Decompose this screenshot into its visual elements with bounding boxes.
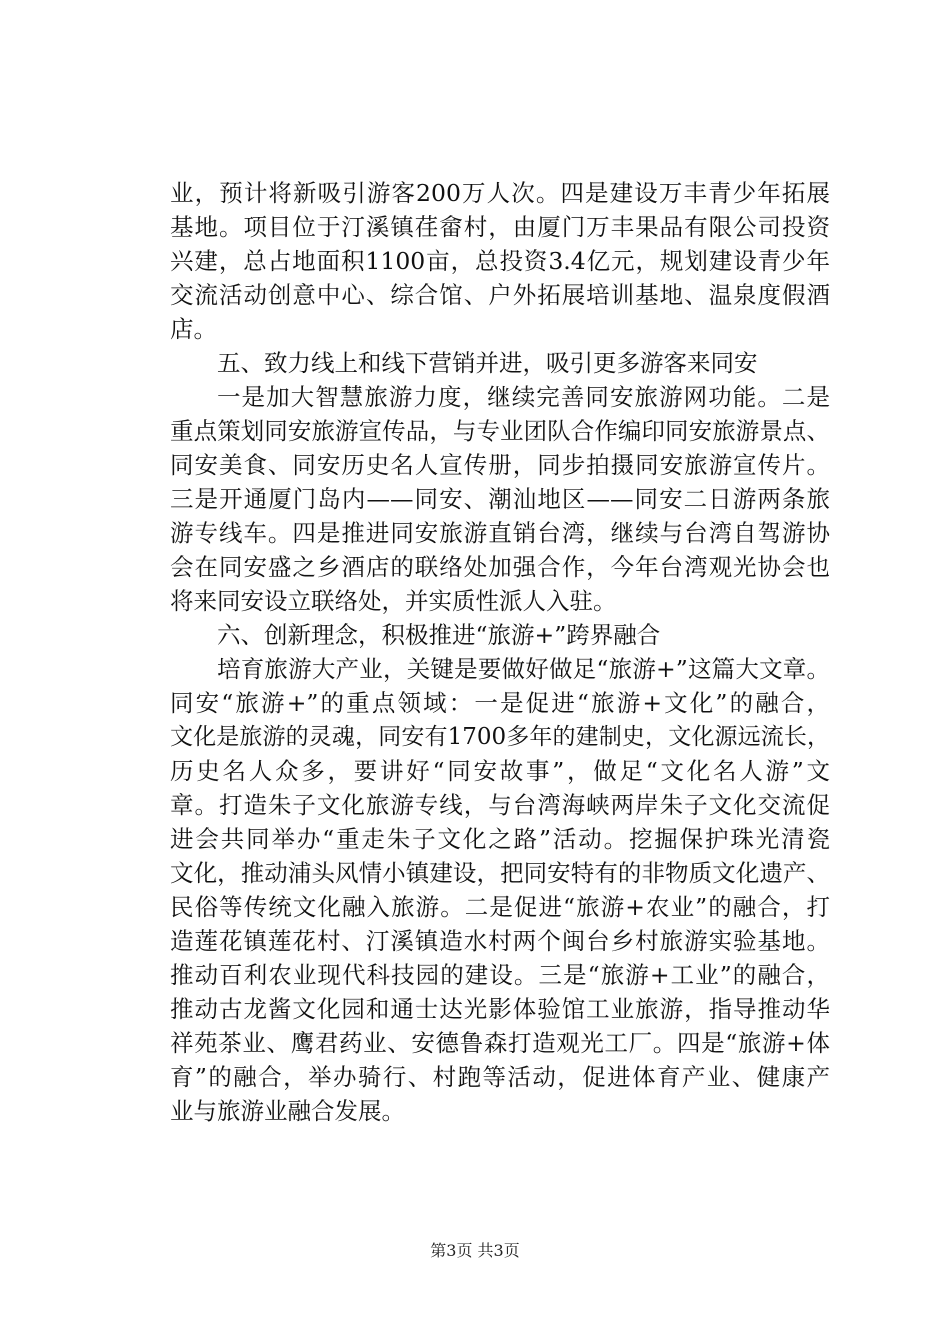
text-line: 推动古龙酱文化园和通士达光影体验馆工业旅游，指导推动华: [170, 995, 830, 1023]
text-line: 进会共同举办“重走朱子文化之路”活动。挖掘保护珠光清瓷: [170, 825, 830, 853]
text-line: 同安美食、同安历史名人宣传册，同步拍摄同安旅游宣传片。: [170, 451, 830, 479]
text-line: 培育旅游大产业，关键是要做好做足“旅游+”这篇大文章。: [217, 655, 830, 683]
text-line: 将来同安设立联络处，并实质性派人入驻。: [170, 587, 617, 615]
document-body: [170, 176, 830, 1128]
text-line: 会在同安盛之乡酒店的联络处加强合作，今年台湾观光协会也: [170, 553, 830, 581]
text-line: 兴建，总占地面积1100亩，总投资3.4亿元，规划建设青少年: [170, 247, 830, 275]
text-line: 重点策划同安旅游宣传品，与专业团队合作编印同安旅游景点、: [170, 417, 830, 445]
text-line: 同安“旅游+”的重点领域：一是促进“旅游+文化”的融合，: [170, 689, 830, 717]
section-heading: 六、创新理念，积极推进“旅游+”跨界融合: [217, 621, 661, 649]
text-line: 一是加大智慧旅游力度，继续完善同安旅游网功能。二是: [217, 383, 830, 411]
text-line: 三是开通厦门岛内——同安、潮汕地区——同安二日游两条旅: [170, 485, 830, 513]
text-line: 祥苑茶业、鹰君药业、安德鲁森打造观光工厂。四是“旅游+体: [170, 1029, 830, 1057]
page-footer: 第3页 共3页: [430, 1241, 520, 1260]
text-line: 文化，推动浦头风情小镇建设，把同安特有的非物质文化遗产、: [170, 859, 830, 887]
section-heading: 五、致力线上和线下营销并进，吸引更多游客来同安: [217, 349, 758, 377]
text-line: 历史名人众多，要讲好“同安故事”，做足“文化名人游”文: [170, 757, 830, 785]
text-line: 交流活动创意中心、综合馆、户外拓展培训基地、温泉度假酒: [170, 281, 830, 309]
text-line: 基地。项目位于汀溪镇荏畲村，由厦门万丰果品有限公司投资: [170, 213, 830, 241]
text-line: 文化是旅游的灵魂，同安有1700多年的建制史，文化源远流长，: [170, 724, 830, 750]
text-line: 业与旅游业融合发展。: [170, 1097, 405, 1125]
text-line: 民俗等传统文化融入旅游。二是促进“旅游+农业”的融合，打: [170, 893, 830, 921]
text-line: 业，预计将新吸引游客200万人次。四是建设万丰青少年拓展: [170, 179, 830, 207]
text-line: 章。打造朱子文化旅游专线，与台湾海峡两岸朱子文化交流促: [170, 791, 830, 819]
text-line: 育”的融合，举办骑行、村跑等活动，促进体育产业、健康产: [170, 1063, 830, 1091]
text-line: 推动百利农业现代科技园的建设。三是“旅游+工业”的融合，: [170, 961, 830, 989]
text-line: 造莲花镇莲花村、汀溪镇造水村两个闽台乡村旅游实验基地。: [170, 927, 830, 955]
text-line: 店。: [170, 315, 217, 343]
text-line: 游专线车。四是推进同安旅游直销台湾，继续与台湾自驾游协: [170, 519, 830, 547]
